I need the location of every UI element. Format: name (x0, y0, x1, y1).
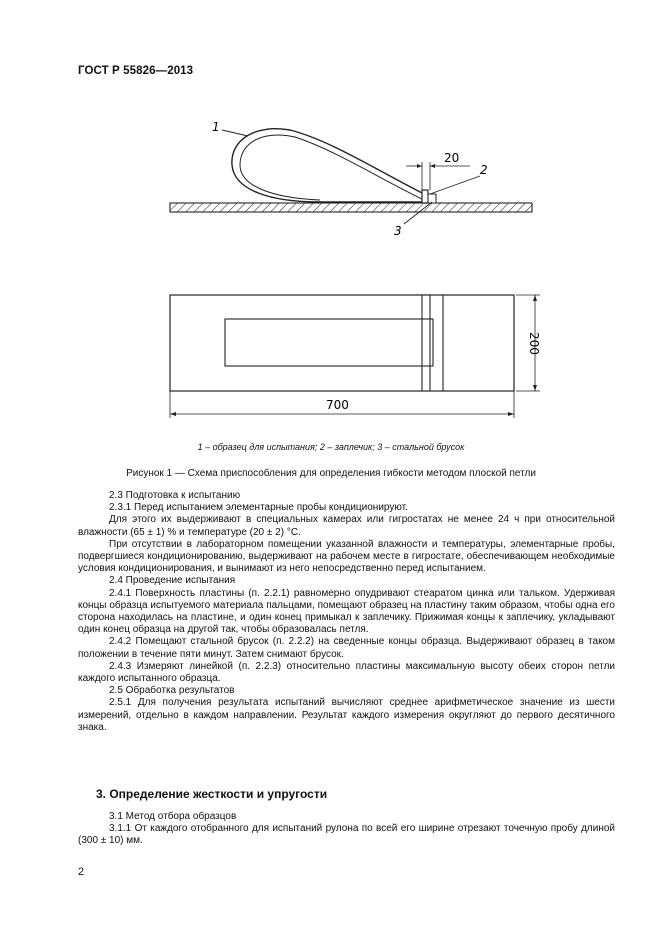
section-2-text (78, 490, 615, 734)
paragraph-2-5-1: 2.5.1 Для получения результата испытаний вычисляют среднее арифметическое значение из шести измерений, отдельно в каждом направлении. Результат каждого измерения округляют до первого десятичного знака. (78, 697, 615, 733)
callout-2: 2 (480, 163, 488, 177)
section-3-text (78, 811, 615, 848)
callout-1: 1 (212, 120, 220, 134)
figure-legend: 1 – образец для испытания; 2 – заплечик; 3 – стальной брусок (197, 442, 465, 452)
paragraph-2-4-2: 2.4.2 Помещают стальной брусок (п. 2.2.2) на сведенные концы образца. Выдерживают образец в таком положении в течение пяти минут. Затем снимают брусок. (78, 636, 615, 660)
top-view (170, 295, 541, 418)
subheading-2-5: 2.5 Обработка результатов (109, 685, 235, 697)
subheading-3-1: 3.1 Метод отбора образцов (109, 811, 237, 822)
section-3-heading: 3. Определение жесткости и упругости (96, 787, 328, 801)
sample-outline (225, 319, 433, 366)
paragraph-conditioning: Для этого их выдерживают в специальных камерах или гигростатах не менее 24 ч при относительной влажности (65 ± 1) % и температуре (20 ± 2) °С. (78, 514, 615, 538)
dimension-20: 20 (444, 151, 460, 165)
paragraph-3-1-1: 3.1.1 От каждого отобранного для испытаний рулона по всей его ширине отрезают точечную пробу длиной (300 ± 10) мм. (78, 823, 615, 847)
document-header: ГОСТ Р 55826—2013 (78, 65, 194, 77)
figure-drawing (160, 110, 560, 425)
callout-3: 3 (394, 224, 402, 238)
loop-sample (232, 129, 428, 202)
page-number: 2 (78, 866, 85, 878)
loop-inner (240, 135, 424, 200)
side-view (170, 120, 532, 238)
paragraph-2-3-1: 2.3.1 Перед испытанием элементарные пробы кондиционируют. (109, 502, 408, 514)
base-plate (170, 203, 532, 212)
paragraph-2-4-3: 2.4.3 Измеряют линейкой (п. 2.2.3) относительно пластины максимальную высоту обеих сторон петли каждого испытанного образца. (78, 660, 615, 685)
subheading-2-3: 2.3 Подготовка к испытанию (109, 490, 241, 501)
shoulder (422, 190, 428, 203)
dimension-700: 700 (326, 398, 349, 412)
steel-bar (428, 194, 436, 203)
figure-caption: Рисунок 1 — Схема приспособления для определения гибкости методом плоской петли (126, 468, 536, 479)
paragraph-absence: При отсутствии в лабораторном помещении указанной влажности и температуры, элементарные пробы, подвергшиеся кондиционированию, выдерживают на рабочем месте в гигростате, обеспечивающем необходимые условия кондиционирования, и вынимают из него непосредственно перед испытанием. (78, 538, 615, 575)
subheading-2-4: 2.4 Проведение испытания (109, 575, 236, 587)
dimension-200: 200 (527, 332, 541, 355)
paragraph-2-4-1: 2.4.1 Поверхность пластины (п. 2.2.1) равномерно опудривают стеаратом цинка или тальком. Удерживая концы образца испытуемого материала пальцами, помещают образец на пластину таким образом, чтобы одна его сторона находилась на пластине, и один конец примыкал к заплечику. Прижимая концы к заплечику, укладывают один конец образца на другой так, чтобы образовалась петля. (78, 587, 615, 636)
plate-outline (170, 295, 514, 391)
